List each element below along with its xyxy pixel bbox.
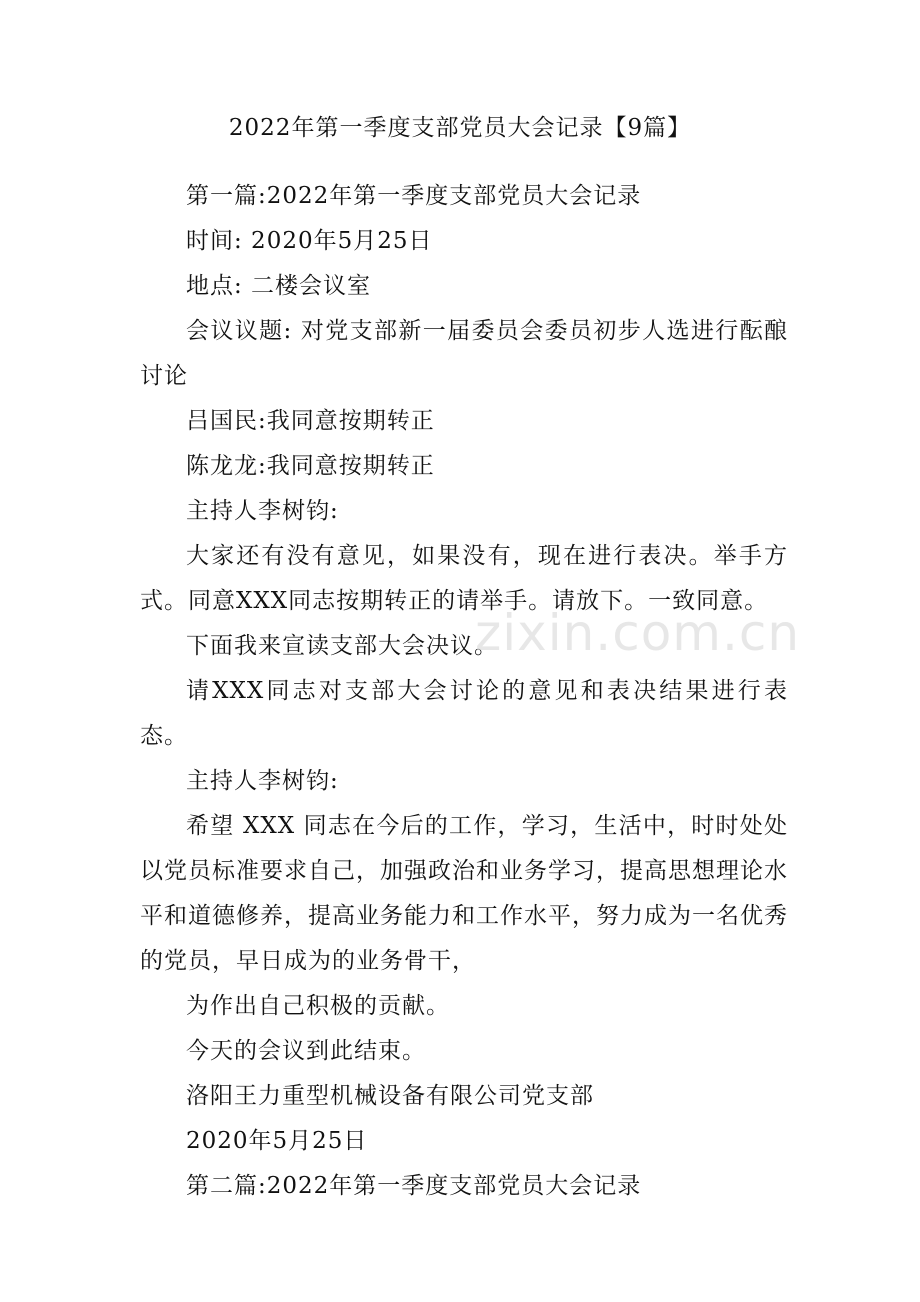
document-body — [140, 174, 788, 1209]
paragraph: 今天的会议到此结束。 — [186, 1038, 426, 1064]
paragraph: 大家还有没有意见，如果没有，现在进行表决。举手方式。同意XXX同志按期转正的请举手。请放下。一致同意。 — [140, 543, 788, 614]
paragraph: 陈龙龙:我同意按期转正 — [186, 453, 435, 479]
paragraph: 下面我来宣读支部大会决议。 — [186, 633, 498, 659]
paragraph: 地点: 二楼会议室 — [186, 273, 372, 299]
paragraph: 会议议题: 对党支部新一届委员会委员初步人选进行酝酿讨论 — [140, 318, 788, 389]
paragraph: 洛阳王力重型机械设备有限公司党支部 — [186, 1083, 594, 1109]
paragraph: 主持人李树钧: — [186, 768, 339, 794]
paragraph: 请XXX同志对支部大会讨论的意见和表决结果进行表态。 — [140, 678, 788, 749]
paragraph: 第一篇:2022年第一季度支部党员大会记录 — [186, 183, 642, 209]
paragraph: 2020年5月25日 — [186, 1128, 368, 1154]
paragraph: 吕国民:我同意按期转正 — [186, 408, 435, 434]
paragraph: 时间: 2020年5月25日 — [186, 228, 433, 254]
paragraph: 为作出自己积极的贡献。 — [186, 993, 450, 1019]
paragraph: 希望 XXX 同志在今后的工作，学习，生活中，时时处处以党员标准要求自己，加强政治和业务学习，提高思想理论水平和道德修养，提高业务能力和工作水平，努力成为一名优秀的党员，早日成为的业务骨干， — [140, 813, 788, 974]
paragraph: 主持人李树钧: — [186, 498, 339, 524]
document-title: 2022年第一季度支部党员大会记录【9篇】 — [228, 115, 692, 141]
paragraph: 第二篇:2022年第一季度支部党员大会记录 — [186, 1173, 642, 1199]
watermark: zixin.com.cn — [475, 604, 801, 662]
